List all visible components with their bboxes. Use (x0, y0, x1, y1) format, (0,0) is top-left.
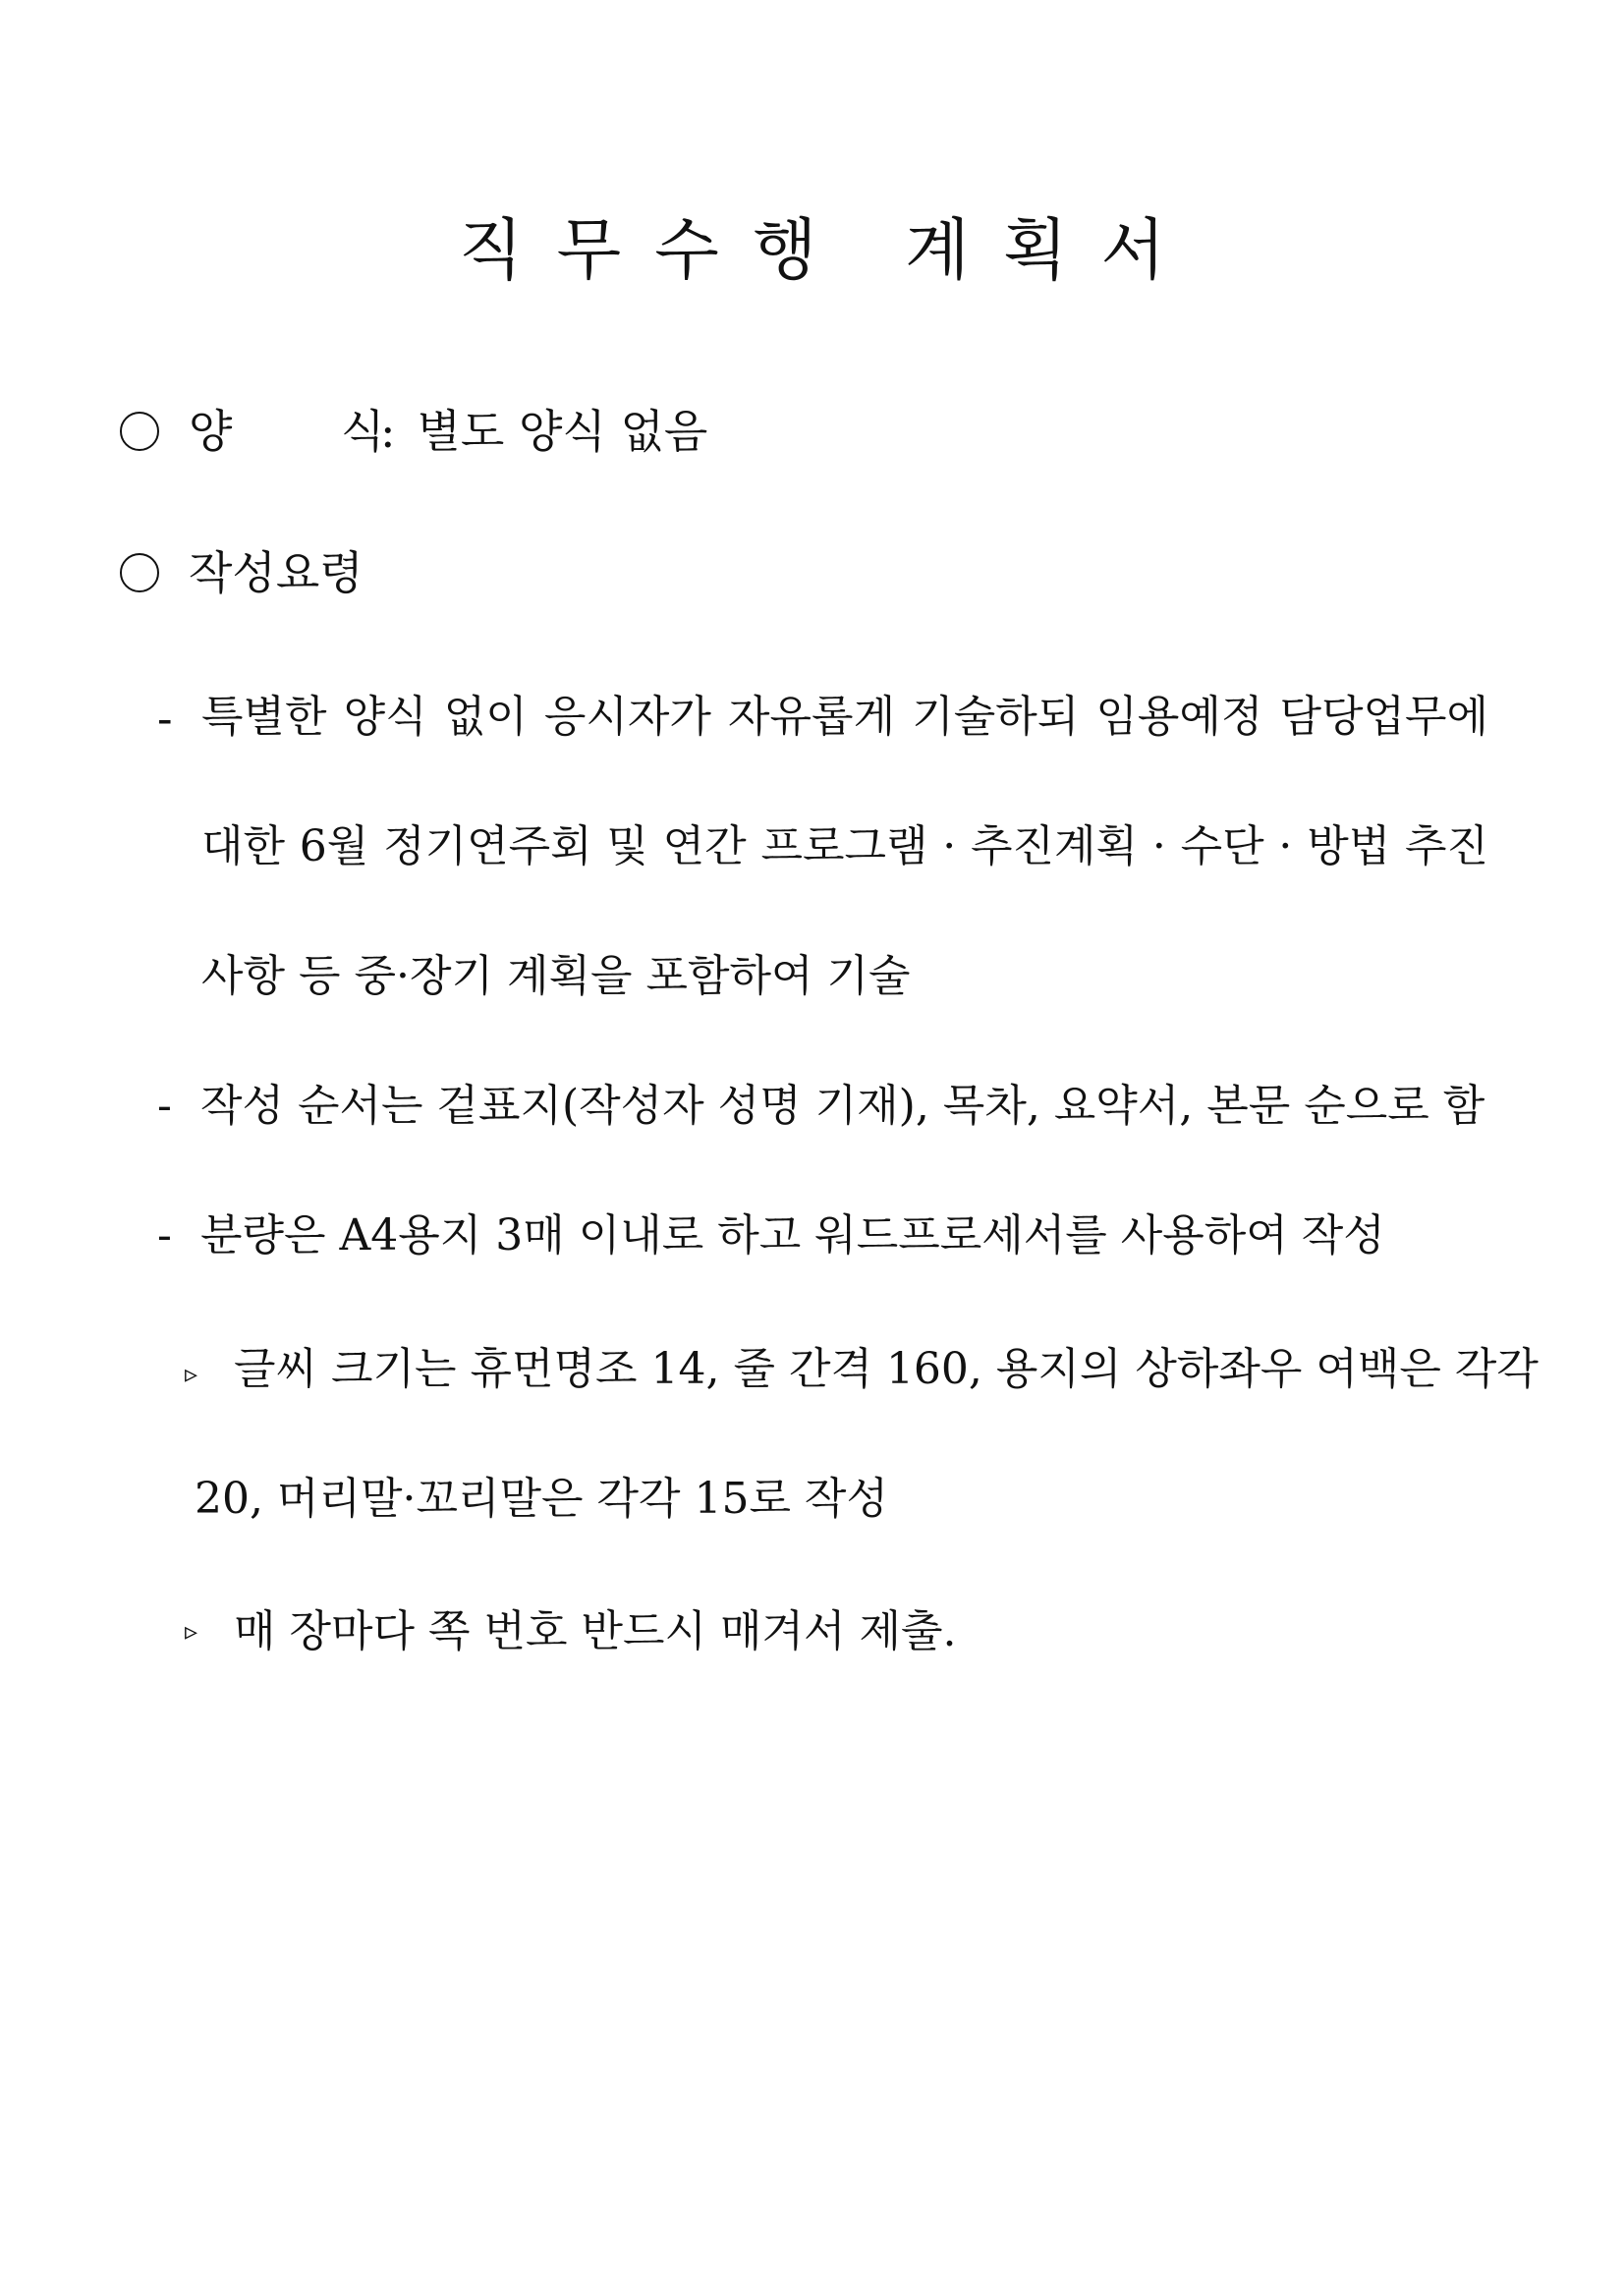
guideline-3-bullet: - (157, 1210, 172, 1260)
guideline-3-text: 분량은 A4용지 3매 이내로 하고 워드프로세서를 사용하여 작성 (200, 1210, 1385, 1260)
subpoint-1-line-1: 글씨 크기는 휴먼명조 14, 줄 간격 160, 용지의 상하좌우 여백은 각각 (234, 1344, 1539, 1394)
guideline-3 (157, 1210, 1385, 1260)
triangle-bullet-icon: ▹ (185, 1617, 198, 1647)
form-item (120, 405, 708, 458)
circle-bullet-icon (120, 553, 159, 592)
document-title: 직무수행 계획서 (458, 212, 1200, 290)
form-value: 별도 양식 없음 (417, 405, 708, 458)
writing-guide-label: 작성요령 (189, 546, 364, 599)
guideline-2 (157, 1081, 1485, 1131)
form-label: 양 식 (189, 405, 385, 458)
guideline-2-text: 작성 순서는 겉표지(작성자 성명 기재), 목차, 요약서, 본문 순으로 함 (200, 1081, 1485, 1131)
triangle-bullet-icon: ▹ (185, 1360, 198, 1389)
form-separator: : (380, 405, 396, 458)
guideline-2-bullet: - (157, 1081, 172, 1131)
guideline-1-line-1: 특별한 양식 없이 응시자가 자유롭게 기술하되 임용예정 담당업무에 (201, 692, 1488, 742)
circle-bullet-icon (120, 412, 159, 451)
subpoint-1-line-2: 20, 머리말·꼬리말은 각각 15로 작성 (195, 1474, 888, 1524)
subpoint-2-text: 매 장마다 쪽 번호 반드시 매겨서 제출. (234, 1606, 957, 1656)
writing-guide-item (120, 546, 364, 599)
subpoint-1-bullet (185, 1350, 234, 1395)
subpoint-2 (185, 1606, 957, 1656)
guideline-1-line-2: 대한 6월 정기연주회 및 연간 프로그램 · 추진계획 · 수단 · 방법 추진 (201, 821, 1488, 871)
guideline-1-bullet: - (157, 692, 173, 745)
guideline-1-line-3: 사항 등 중·장기 계획을 포함하여 기술 (201, 951, 911, 1001)
